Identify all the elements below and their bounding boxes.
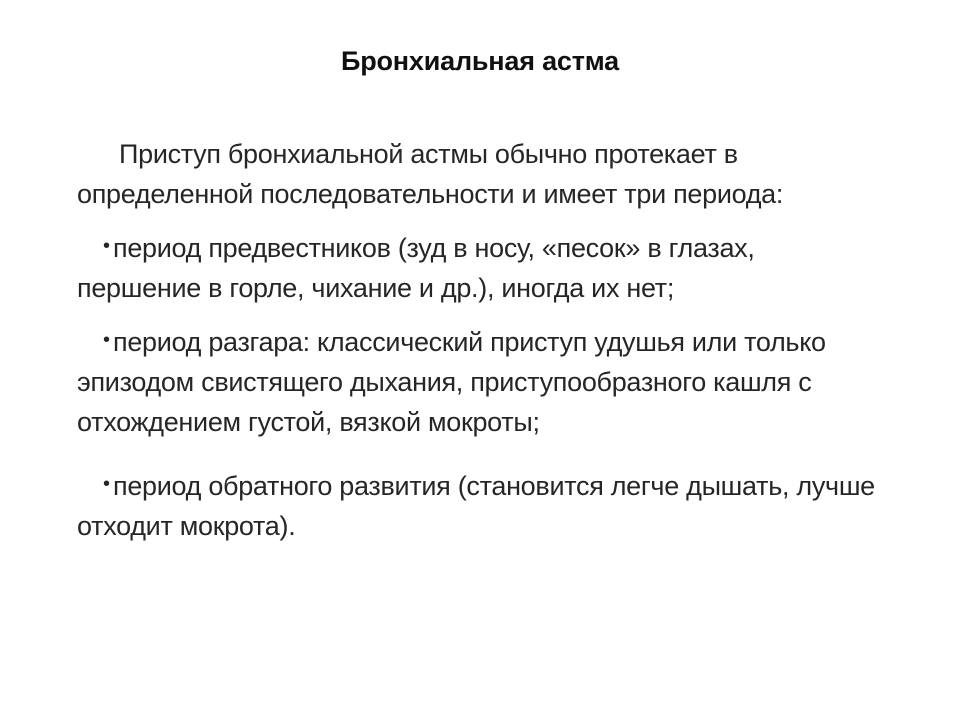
bullet-item-3 bbox=[77, 464, 877, 546]
bullet-text-3: период обратного развития (становится легче дышать, лучше отходит мокрота). bbox=[77, 471, 875, 541]
slide-title: Бронхиальная астма bbox=[341, 46, 619, 76]
bullet-item-2 bbox=[77, 320, 877, 442]
intro-paragraph: Приступ бронхиальной астмы обычно протекает в определенной последовательности и имеет три периода: bbox=[77, 139, 784, 209]
bullet-dot-icon: • bbox=[103, 329, 110, 351]
bullet-item-1 bbox=[77, 226, 877, 308]
bullet-text-1: период предвестников (зуд в носу, «песок» в глазах, першение в горле, чихание и др.), иногда их нет; bbox=[77, 233, 755, 303]
bullet-dot-icon: • bbox=[103, 473, 110, 495]
bullet-dot-icon: • bbox=[103, 235, 110, 257]
slide-body bbox=[77, 134, 877, 558]
bullet-text-2: период разгара: классический приступ удушья или только эпизодом свистящего дыхания, приступообразного кашля с отхождением густой, вязкой мокроты; bbox=[77, 327, 826, 437]
